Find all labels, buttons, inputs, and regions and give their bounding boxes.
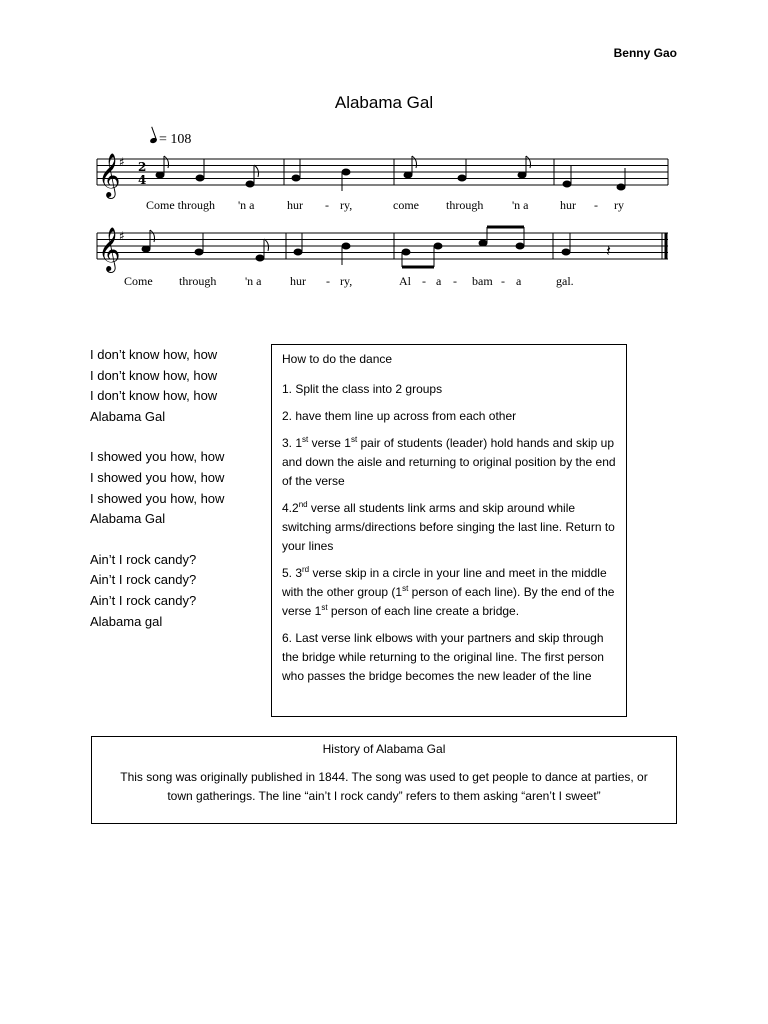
- dance-step-2: 2. have them line up across from each other: [282, 409, 517, 423]
- svg-text:-: -: [422, 274, 426, 288]
- svg-text:'n a: 'n a: [245, 274, 262, 288]
- tempo-value: = 108: [159, 132, 192, 147]
- svg-text:through: through: [446, 198, 484, 212]
- svg-text:bam: bam: [472, 274, 493, 288]
- lyrics-line-1: [146, 198, 624, 212]
- sheet-music: [0, 0, 768, 300]
- svg-text:hur: hur: [287, 198, 303, 212]
- history-box: [91, 736, 677, 824]
- svg-text:-: -: [501, 274, 505, 288]
- svg-text:Come through: Come through: [146, 198, 215, 212]
- dance-step-1: 1. Split the class into 2 groups: [282, 382, 443, 396]
- notes-system-1: [156, 156, 625, 191]
- dance-step-4: 4.2nd verse all students link arms and skip around while switching arms/directions before singing the last line. Return to your lines: [282, 500, 615, 553]
- svg-text:gal.: gal.: [556, 274, 574, 288]
- treble-clef-icon: 𝄞: [98, 153, 121, 197]
- svg-text:Come: Come: [124, 274, 153, 288]
- svg-text:-: -: [594, 198, 598, 212]
- svg-text:a: a: [436, 274, 442, 288]
- svg-text:ry,: ry,: [340, 274, 353, 288]
- svg-text:-: -: [325, 198, 329, 212]
- svg-text:through: through: [179, 274, 217, 288]
- svg-text:hur: hur: [560, 198, 576, 212]
- sharp-icon: ♯: [119, 155, 125, 169]
- song-verses: [90, 345, 224, 632]
- svg-text:come: come: [393, 198, 419, 212]
- staff-system-2: [97, 233, 668, 259]
- dance-heading: How to do the dance: [282, 352, 393, 366]
- verse-1: I don’t know how, how I don’t know how, how I don’t know how, how Alabama Gal: [90, 347, 218, 424]
- dance-step-5: 5. 3rd verse skip in a circle in your line and meet in the middle with the other group (1st person of each line). By the end of the verse 1st person of each line create a bridge.: [282, 565, 615, 618]
- svg-text:-: -: [326, 274, 330, 288]
- svg-text:'n a: 'n a: [238, 198, 255, 212]
- verse-3: Ain’t I rock candy? Ain’t I rock candy? Ain’t I rock candy? Alabama gal: [90, 551, 197, 629]
- svg-text:a: a: [516, 274, 522, 288]
- svg-text:'n a: 'n a: [512, 198, 529, 212]
- time-signature: 2: [138, 160, 147, 174]
- dance-step-6: 6. Last verse link elbows with your partners and skip through the bridge while returning to the original line. The first person who passes the bridge becomes the new leader of the line: [282, 631, 604, 683]
- history-text: This song was originally published in 1844. The song was used to get people to dance at parties, or town gatherings. The line “ain’t I rock candy” refers to them asking “aren’t I sweet”: [120, 770, 648, 803]
- staff-system-1: [97, 159, 668, 185]
- svg-text:4: 4: [138, 173, 147, 187]
- svg-text:hur: hur: [290, 274, 306, 288]
- history-heading: History of Alabama Gal: [322, 742, 446, 756]
- page-title: Alabama Gal: [334, 93, 434, 112]
- dance-step-3: 3. 1st verse 1st pair of students (leader) hold hands and skip up and down the aisle and returning to original position by the end of the verse: [282, 435, 616, 488]
- svg-text:ry,: ry,: [340, 198, 353, 212]
- dance-instructions-box: [271, 344, 627, 717]
- treble-clef-icon: 𝄞: [98, 227, 121, 271]
- svg-text:Al: Al: [399, 274, 411, 288]
- svg-text:-: -: [453, 274, 457, 288]
- lyrics-line-2: [124, 274, 574, 288]
- sharp-icon: ♯: [119, 229, 125, 243]
- quarter-rest-icon: 𝄽: [606, 241, 611, 260]
- svg-text:ry: ry: [614, 198, 624, 212]
- author-name: Benny Gao: [613, 46, 677, 60]
- verse-2: I showed you how, how I showed you how, how I showed you how, how Alabama Gal: [90, 449, 225, 527]
